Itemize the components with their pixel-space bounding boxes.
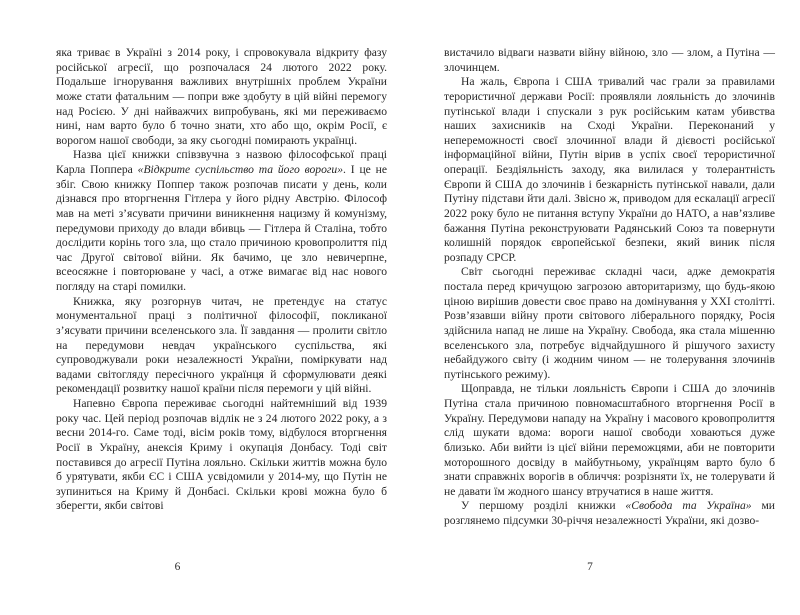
page-number-right: 7	[587, 561, 593, 573]
paragraph-left-1: яка триває в Україні з 2014 року, і спровокувала відкриту фазу російської агресії, що розпочалася 24 лютого 2022 року. Подальше ігнорування важливих внутрішніх проблем України може стати фатальним — попри вже здобуту в цій війні перемогу над Росією. У дні найважчих випробувань, які ми переживаємо нині, нам варто було б точно знати, хто або що, окрім Росії, є ворогом нашої свободи, за яку сьогодні помирають українці.	[56, 46, 387, 147]
paragraph-left-4: Напевно Європа переживає сьогодні найтемніший від 1939 року час. Цей період розпочав відлік не з 24 лютого 2022 року, а з весни 2014-го. Саме тоді, вісім років тому, відбулося вторгнення Росії в Україну, анексія Криму і окупація Донбасу. Тоді світ поставився до агресії Путіна лояльно. Скільки життів можна було б урятувати, якби ЄС і США усвідомили у 2014-му, що Путін не зупиниться на Криму й Донбасі. Скільки крові можна було б зберегти, якби світові	[56, 397, 387, 513]
page-right	[400, 0, 800, 615]
left-page-textblock	[56, 46, 387, 514]
paragraph-right-5	[444, 499, 775, 528]
paragraph-right-5-tail: ми розглянемо підсумки 30-річчя незалежності України, які дозво-	[444, 499, 775, 527]
paragraph-right-4: Щоправда, не тільки лояльність Європи і США до злочинів Путіна стала причиною повномасштабного вторгнення Росії в Україну. Передумови нападу на Україну і масового кровопролиття слід шукати вдома: вороги нашої свободи ховаються дуже близько. Аби вийти із цієї війни переможцями, аби не повторити моторошного досвіду в майбутньому, українцям варто було б знати справжніх ворогів в обличчя: розрізняти їх, не толерувати й не давати їм жодного шансу втручатися в наше життя.	[444, 382, 775, 498]
paragraph-left-2	[56, 148, 387, 294]
paragraph-left-2-tail: . І це не збіг. Свою книжку Поппер також розпочав писати у день, коли дізнався про вторгнення Гітлера у його рідну Австрію. Філософ мав на меті з’ясувати причини виникнення нацизму й комунізму, передумови приходу до влади вбивць — Гітлера й Сталіна, тобто дослідити корінь того зла, що стало причиною кровопролиття під час Другої світової війни. Як бачимо, це зло невичерпне, всеосяжне і повторюване у часі, а отже вимагає від нас нового погляду на старі помилки.	[56, 163, 388, 293]
paragraph-right-5-lead: У першому розділі книжки	[461, 499, 626, 513]
right-page-textblock	[444, 46, 775, 529]
paragraph-right-2: На жаль, Європа і США тривалий час грали за правилами терористичної держави Росії: проявляли лояльність до злочинів путінської влади і спускали з рук російським катам убивства наших захисників на Сході України. Переконаний у непереможності своєї злочинної влади й дієвості російської інформаційної війни, Путін вірив в успіх своєї терористичної операції. Бездіяльність заходу, яка вилилася у толерантність Європи й США до злочинів і безкарність путінської навали, дали Путіну підстави йти далі. Звісно ж, приводом для ескалації агресії 2022 року було не питання вступу України до НАТО, а нав’язливе бажання Путіна реконструювати Радянський Союз та повернути колишній порядок європейської безпеки, який виник після розпаду СРСР.	[444, 75, 775, 264]
paragraph-right-3: Світ сьогодні переживає складні часи, адже демократія постала перед кричущою загрозою авторитаризму, що будь-якою ціною вирішив довести своє право на домінування у XXI столітті. Розв’язавши війну проти світового ліберального порядку, Росія здійснила напад не лише на Україну. Свобода, яка стала мішенню вселенського зла, потребує відчайдушного й рішучого захисту небайдужого світу (і жодним чином — не толерування злочинів путінського режиму).	[444, 265, 775, 381]
page-number-left: 6	[174, 561, 181, 573]
book-title-popper: «Відкрите суспільство та його вороги»	[137, 163, 344, 176]
book-title-svoboda-ta-ukraina: «Свобода та Україна»	[625, 499, 752, 513]
paragraph-left-3: Книжка, яку розгорнув читач, не претендує на статус монументальної праці з політичної філософії, покликаної з’ясувати причини вселенського зла. Її завдання — пролити світло на передумови невдач українського суспільства, які супроводжували роки незалежності України, поміркувати над вадами світогляду пересічного українця й сформулювати деякі рекомендації розвитку нашої країни після перемоги у цій війні.	[56, 294, 387, 396]
paragraph-left-2-lead: Назва цієї книжки співзвучна з назвою філософської праці Карла Поппера	[56, 148, 387, 176]
paragraph-right-1: вистачило відваги назвати війну війною, зло — злом, а Путіна — злочинцем.	[444, 46, 775, 74]
